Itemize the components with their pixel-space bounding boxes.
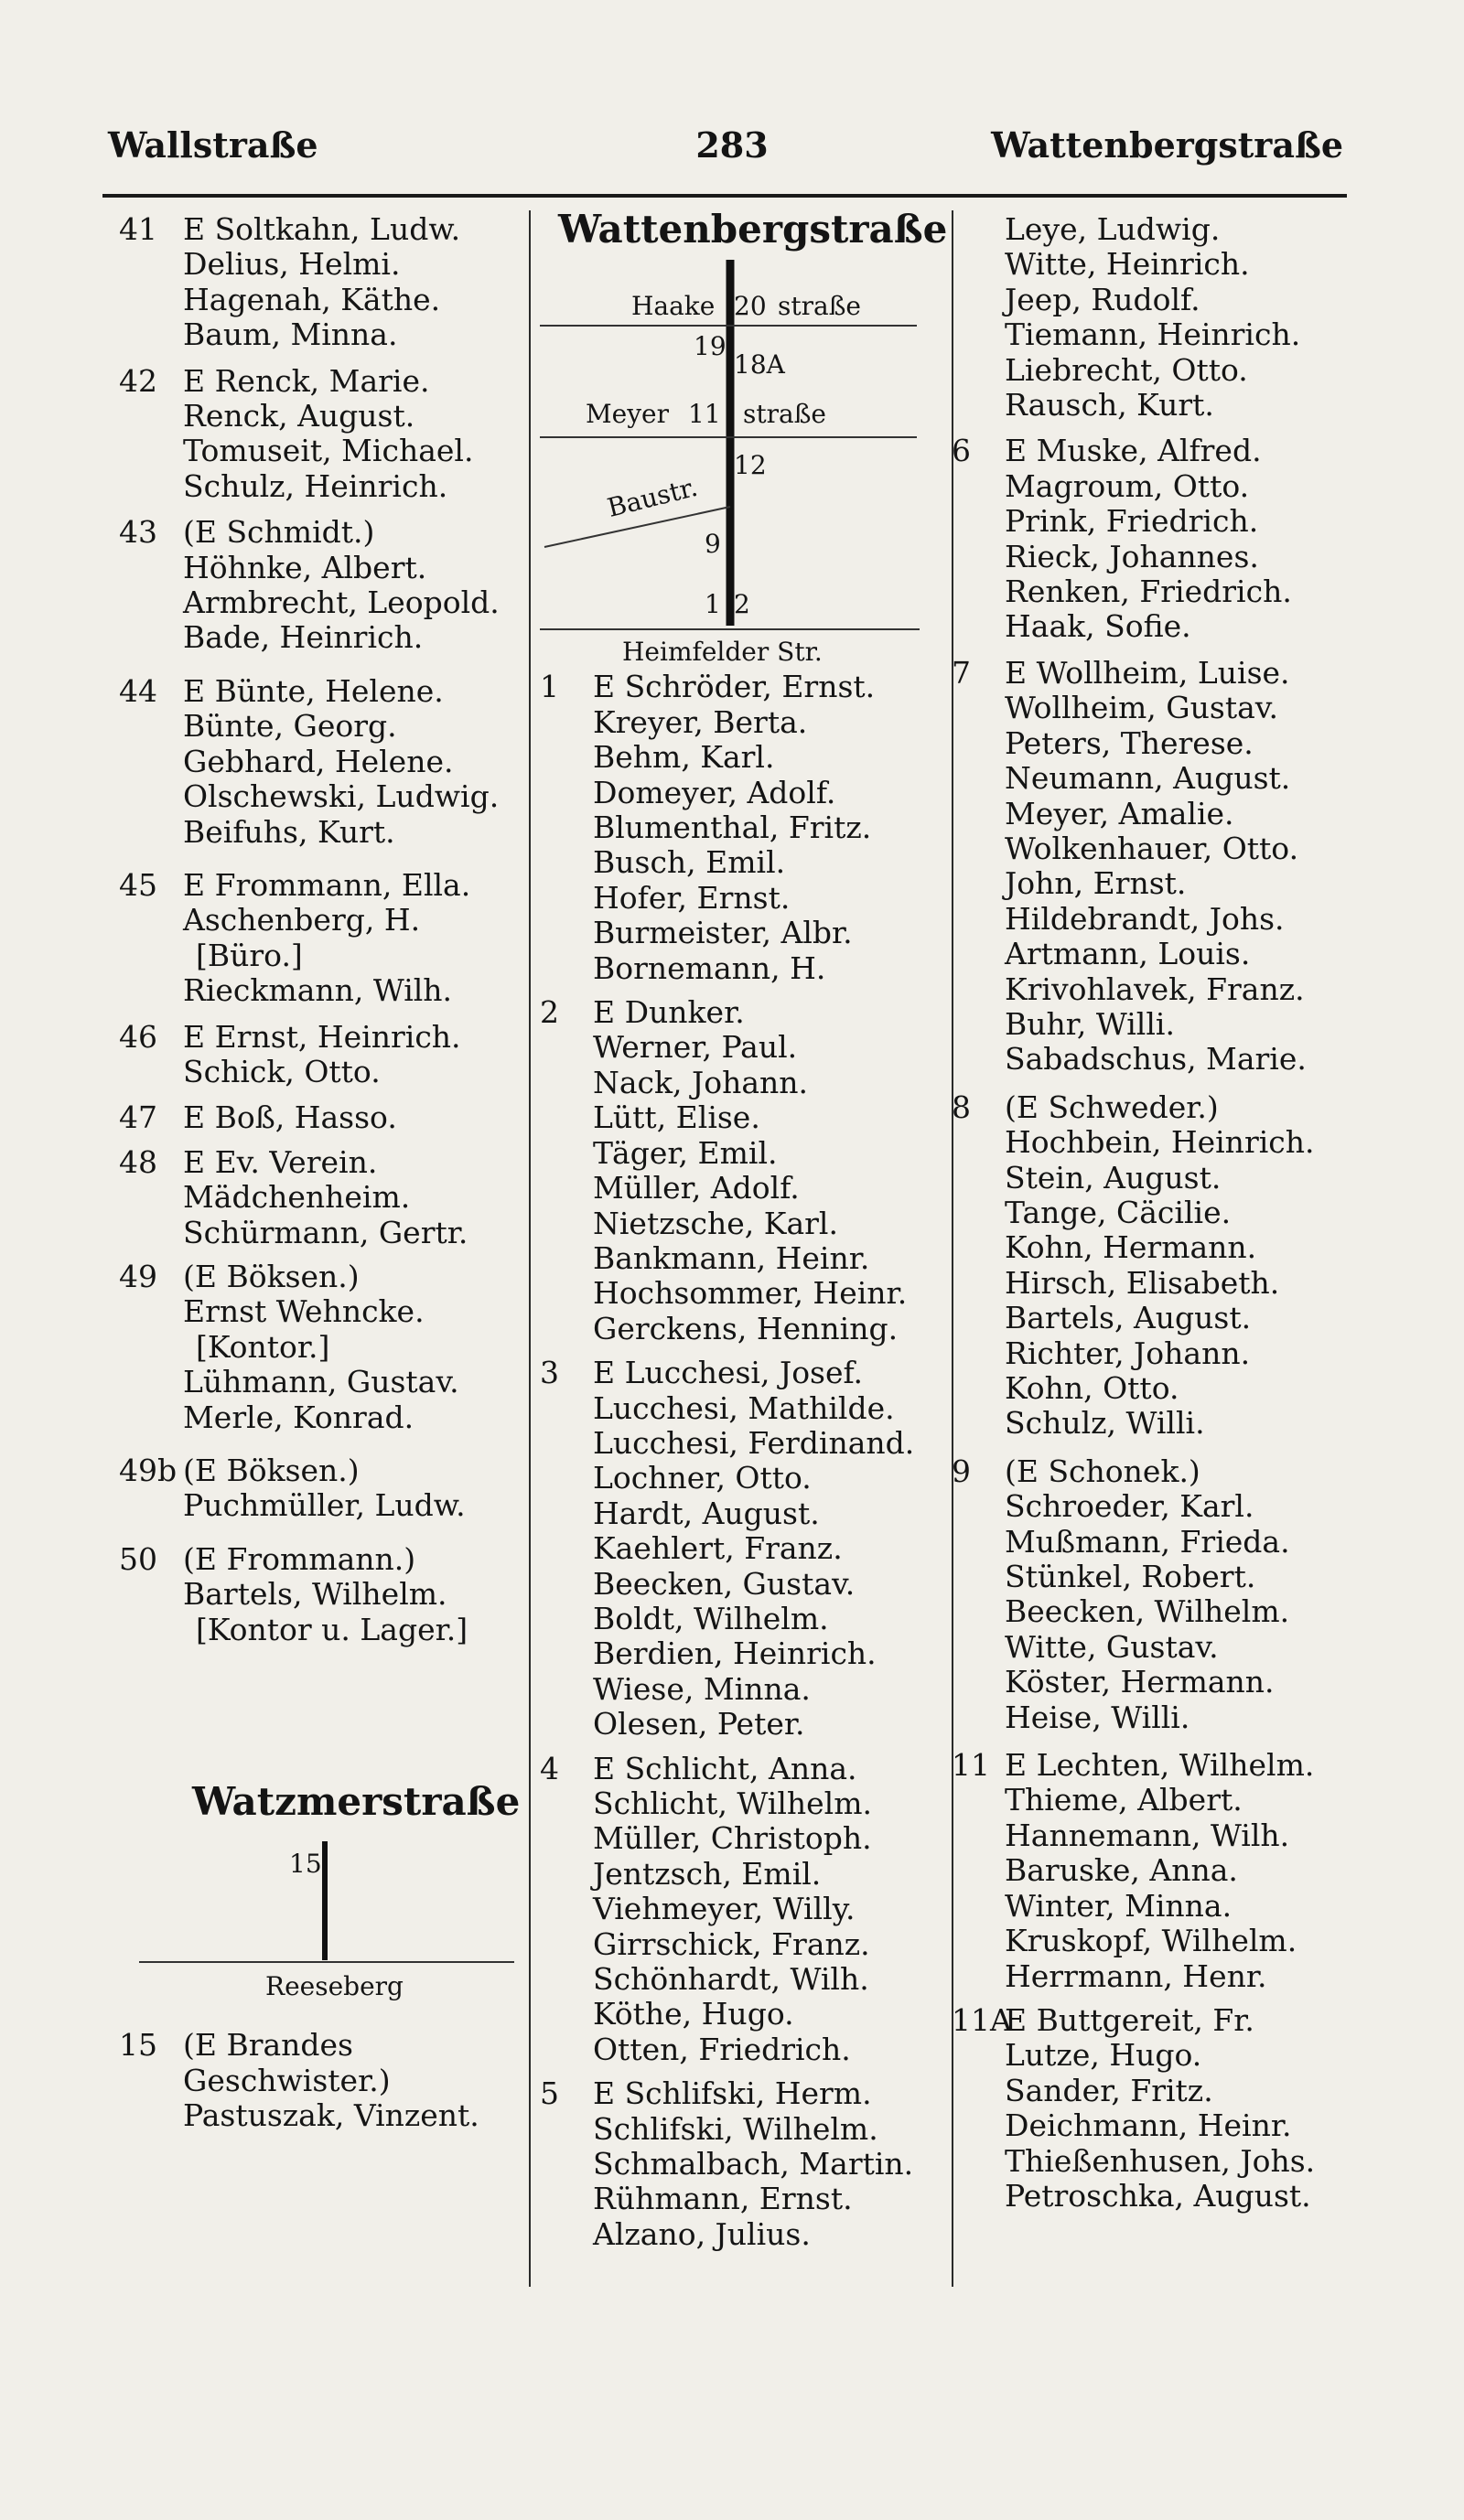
resident-line: Hagenah, Käthe.: [183, 281, 441, 317]
resident-line: Stein, August.: [1005, 1159, 1222, 1196]
list-entry: [119, 1100, 526, 1135]
column-divider: [529, 210, 531, 2287]
house-number: 6: [952, 433, 971, 469]
resident-line: Beecken, Wilhelm.: [1005, 1593, 1290, 1630]
resident-line: Meyer, Amalie.: [1005, 795, 1234, 831]
resident-line: Neumann, August.: [1005, 760, 1291, 797]
diagram-label: 2: [734, 589, 750, 620]
resident-line: Hannemann, Wilh.: [1005, 1817, 1290, 1853]
resident-line: Hardt, August.: [593, 1495, 820, 1531]
resident-line: Haak, Sofie.: [1005, 608, 1191, 645]
resident-line: (E Böksen.): [183, 1453, 360, 1488]
resident-line: Bankmann, Heinr.: [593, 1239, 870, 1276]
resident-line: Heise, Willi.: [1005, 1699, 1190, 1735]
resident-line: Boldt, Wilhelm.: [593, 1600, 829, 1636]
resident-line: Rieckmann, Wilh.: [183, 972, 453, 1009]
list-entry: [952, 1090, 1359, 1442]
house-number: 7: [952, 654, 971, 691]
diagram-label: 9: [705, 529, 721, 560]
resident-line: Kohn, Otto.: [1005, 1370, 1179, 1406]
resident-list: [183, 2028, 526, 2133]
resident-list: [1005, 2003, 1359, 2214]
resident-list: [183, 1542, 526, 1647]
resident-list: [1005, 1454, 1359, 1735]
resident-line: Busch, Emil.: [593, 844, 786, 881]
resident-line: Alzano, Julius.: [593, 2215, 811, 2252]
resident-line: E Schlicht, Anna.: [593, 1750, 857, 1786]
resident-line: Krivohlavek, Franz.: [1005, 970, 1305, 1007]
resident-line: Tange, Cäcilie.: [1005, 1194, 1232, 1230]
column-3: [952, 212, 1359, 2214]
resident-line: Rühmann, Ernst.: [593, 2181, 853, 2217]
resident-line: Girrschick, Franz.: [593, 1925, 870, 1962]
resident-line: Berdien, Heinrich.: [593, 1635, 877, 1672]
diagram-cross-street: Reeseberg: [265, 1971, 404, 2002]
resident-line: Schulz, Heinrich.: [183, 467, 448, 504]
resident-line: [Kontor u. Lager.]: [196, 1611, 468, 1647]
house-number: 49b: [119, 1453, 178, 1488]
resident-line: Kruskopf, Wilhelm.: [1005, 1923, 1297, 1959]
resident-line: Ernst Wehncke.: [183, 1293, 425, 1330]
diagram-label: 18A: [734, 349, 785, 381]
list-entry: [119, 212, 526, 353]
resident-line: Rieck, Johannes.: [1005, 538, 1259, 574]
resident-line: Wiese, Minna.: [593, 1670, 811, 1707]
section-title-watzmerstrasse: Watzmerstraße: [192, 1779, 521, 1825]
list-entry: [119, 674, 526, 850]
resident-list: [1005, 434, 1359, 644]
resident-line: Hochbein, Heinrich.: [1005, 1124, 1315, 1161]
resident-list: [593, 1752, 961, 2068]
resident-line: Renck, August.: [183, 398, 415, 434]
resident-line: Sabadschus, Marie.: [1005, 1041, 1307, 1078]
resident-line: Kaehlert, Franz.: [593, 1530, 843, 1567]
house-number: 1: [540, 669, 559, 705]
resident-list: [593, 2076, 961, 2252]
resident-line: Lucchesi, Mathilde.: [593, 1389, 895, 1426]
resident-line: Bünte, Georg.: [183, 708, 397, 745]
resident-line: Beecken, Gustav.: [593, 1565, 856, 1602]
resident-line: Renken, Friedrich.: [1005, 574, 1292, 610]
resident-line: Schroeder, Karl.: [1005, 1488, 1254, 1525]
resident-line: E Ernst, Heinrich.: [183, 1018, 461, 1055]
resident-line: Buhr, Willi.: [1005, 1005, 1175, 1042]
resident-line: Sander, Fritz.: [1005, 2072, 1213, 2108]
resident-list: [183, 1145, 526, 1250]
resident-line: Schlicht, Wilhelm.: [593, 1785, 872, 1821]
resident-list: [183, 1100, 526, 1135]
diagram-label: 19: [694, 331, 727, 362]
list-entry: [119, 1020, 526, 1090]
resident-line: Domeyer, Adolf.: [593, 774, 836, 810]
resident-line: Baruske, Anna.: [1005, 1852, 1238, 1889]
diagram-label: Meyer: [586, 399, 670, 430]
resident-line: Müller, Adolf.: [593, 1170, 800, 1206]
column-2-entries: [540, 670, 961, 2252]
resident-line: Schürmann, Gertr.: [183, 1214, 468, 1250]
resident-line: Schulz, Willi.: [1005, 1405, 1205, 1442]
resident-line: Lucchesi, Ferdinand.: [593, 1424, 915, 1461]
spacer: [119, 1647, 526, 1785]
column-3-continuation: [1005, 212, 1359, 423]
resident-line: E Bünte, Helene.: [183, 672, 444, 709]
resident-line: Gebhard, Helene.: [183, 743, 454, 779]
house-number: 45: [119, 866, 157, 903]
resident-line: Werner, Paul.: [593, 1029, 798, 1066]
resident-line: Aschenberg, H.: [183, 902, 421, 938]
list-entry: [119, 868, 526, 1009]
diagram-house-number: 15: [289, 1849, 322, 1880]
list-entry: [540, 995, 961, 1346]
house-number: 50: [119, 1540, 157, 1577]
resident-line: Delius, Helmi.: [183, 246, 401, 283]
resident-list: [183, 364, 526, 505]
resident-line: Schönhardt, Wilh.: [593, 1961, 869, 1998]
resident-list: [183, 212, 526, 353]
resident-line: Leye, Ludwig.: [1005, 211, 1221, 247]
list-entry: [952, 1454, 1359, 1735]
street-diagram-watzmer: [119, 1832, 526, 2002]
resident-line: Thieme, Albert.: [1005, 1782, 1243, 1818]
house-number: 49: [119, 1258, 157, 1294]
resident-list: [1005, 1748, 1359, 1994]
list-entry: [119, 515, 526, 656]
resident-line: Bartels, August.: [1005, 1300, 1252, 1336]
header-rule: [102, 194, 1347, 198]
resident-line: (E Schweder.): [1005, 1088, 1219, 1125]
resident-list: [183, 1453, 526, 1524]
diagram-label: 12: [734, 450, 767, 481]
resident-line: Wollheim, Gustav.: [1005, 690, 1278, 726]
resident-line: E Muske, Alfred.: [1005, 433, 1262, 469]
resident-line: Schmalbach, Martin.: [593, 2146, 914, 2182]
resident-line: Nack, Johann.: [593, 1064, 809, 1100]
resident-line: Merle, Konrad.: [183, 1399, 414, 1435]
resident-list: [183, 515, 526, 656]
resident-list: [1005, 1090, 1359, 1442]
resident-list: [183, 1020, 526, 1090]
list-entry: [952, 434, 1359, 644]
diagram-label: Heimfelder Str.: [622, 637, 823, 668]
list-entry: [119, 1145, 526, 1250]
resident-list: [593, 995, 961, 1346]
resident-line: E Lucchesi, Josef.: [593, 1355, 864, 1391]
resident-line: Pastuszak, Vinzent.: [183, 2097, 479, 2134]
resident-line: John, Ernst.: [1005, 865, 1187, 902]
resident-line: Kreyer, Berta.: [593, 703, 808, 740]
resident-line: Peters, Therese.: [1005, 724, 1254, 761]
resident-line: Jentzsch, Emil.: [593, 1855, 822, 1892]
resident-line: Puchmüller, Ludw.: [183, 1487, 466, 1524]
resident-line: E Boß, Hasso.: [183, 1099, 397, 1136]
diagram-label: Baustr.: [604, 472, 701, 524]
resident-list: [593, 670, 961, 986]
column-1-section2-entries: [119, 2028, 526, 2133]
diagram-label: straße: [743, 399, 826, 430]
resident-list: [593, 1356, 961, 1742]
diagram-label: straße: [778, 291, 861, 322]
resident-line: Mädchenheim.: [183, 1179, 411, 1216]
resident-line: E Wollheim, Luise.: [1005, 654, 1290, 691]
resident-line: Petroschka, August.: [1005, 2177, 1311, 2214]
resident-line: Winter, Minna.: [1005, 1887, 1233, 1924]
resident-line: Täger, Emil.: [593, 1134, 778, 1171]
resident-line: E Dunker.: [593, 994, 745, 1031]
resident-line: Lutze, Hugo.: [1005, 2037, 1202, 2074]
resident-line: Kohn, Hermann.: [1005, 1229, 1257, 1266]
house-number: 44: [119, 672, 157, 709]
house-number: 47: [119, 1099, 157, 1136]
resident-line: E Lechten, Wilhelm.: [1005, 1747, 1315, 1784]
resident-line: Richter, Johann.: [1005, 1335, 1251, 1371]
resident-line: Hildebrandt, Johs.: [1005, 900, 1285, 937]
resident-line: Müller, Christoph.: [593, 1820, 872, 1857]
house-number: 11A: [952, 2001, 1012, 2038]
resident-line: Witte, Gustav.: [1005, 1628, 1219, 1665]
street-diagram-wattenberg: [540, 252, 961, 668]
resident-line: (E Schmidt.): [183, 514, 375, 551]
resident-line: Tomuseit, Michael.: [183, 433, 474, 469]
resident-line: Höhnke, Albert.: [183, 549, 427, 585]
resident-line: [Kontor.]: [196, 1328, 330, 1365]
resident-line: Jeep, Rudolf.: [1005, 281, 1200, 317]
list-entry: [540, 1752, 961, 2068]
column-2: [540, 207, 961, 2252]
column-1-entries: [119, 212, 526, 1647]
resident-line: Baum, Minna.: [183, 316, 398, 353]
resident-line: (E Schonek.): [1005, 1453, 1200, 1489]
list-entry: [952, 1748, 1359, 1994]
diagram-label: 20: [734, 291, 767, 322]
section-title-wattenbergstrasse: Wattenbergstraße: [558, 207, 948, 252]
list-entry: [119, 1260, 526, 1435]
resident-line: Armbrecht, Leopold.: [183, 584, 500, 621]
house-number: 4: [540, 1750, 559, 1786]
resident-line: Olesen, Peter.: [593, 1706, 805, 1743]
resident-line: Lühmann, Gustav.: [183, 1364, 459, 1400]
house-number: 43: [119, 514, 157, 551]
house-number: 41: [119, 211, 157, 247]
resident-list: [183, 1260, 526, 1435]
house-number: 46: [119, 1018, 157, 1055]
page-number: 283: [695, 124, 769, 166]
resident-line: Bornemann, H.: [593, 949, 826, 986]
column-1: [119, 212, 526, 2134]
resident-line: Herrmann, Henr.: [1005, 1957, 1267, 1994]
resident-line: Behm, Karl.: [593, 739, 775, 776]
resident-list: [183, 674, 526, 850]
resident-line: E Frommann, Ella.: [183, 866, 471, 903]
resident-line: Tiemann, Heinrich.: [1005, 316, 1301, 353]
list-entry: [119, 2028, 526, 2133]
resident-line: Hochsommer, Heinr.: [593, 1275, 908, 1312]
house-number: 8: [952, 1088, 971, 1125]
list-entry: [540, 2076, 961, 2252]
resident-line: Magroum, Otto.: [1005, 467, 1250, 504]
house-number: 5: [540, 2075, 559, 2112]
column-3-entries: [952, 434, 1359, 2214]
resident-line: (E Frommann.): [183, 1540, 416, 1577]
diagram-label: 1: [705, 589, 721, 620]
resident-line: E Schlifski, Herm.: [593, 2075, 872, 2112]
resident-line: Schick, Otto.: [183, 1053, 381, 1089]
resident-line: Geschwister.): [183, 2062, 391, 2098]
list-entry: [540, 670, 961, 986]
resident-line: Blumenthal, Fritz.: [593, 810, 872, 846]
list-entry: [119, 1453, 526, 1524]
resident-line: Artmann, Louis.: [1005, 936, 1251, 972]
resident-line: Stünkel, Robert.: [1005, 1559, 1256, 1595]
resident-line: E Soltkahn, Ludw.: [183, 211, 461, 247]
list-entry: [119, 364, 526, 505]
resident-line: Beifuhs, Kurt.: [183, 813, 395, 850]
diagram-label: 11: [688, 399, 721, 430]
house-number: 2: [540, 994, 559, 1031]
resident-line: (E Brandes: [183, 2027, 353, 2064]
resident-line: Otten, Friedrich.: [593, 2031, 851, 2067]
resident-line: Prink, Friedrich.: [1005, 503, 1259, 540]
resident-line: Lütt, Elise.: [593, 1099, 760, 1136]
resident-line: Lochner, Otto.: [593, 1460, 812, 1496]
resident-line: Thießenhusen, Johs.: [1005, 2142, 1316, 2179]
resident-line: Wolkenhauer, Otto.: [1005, 830, 1299, 866]
resident-line: Witte, Heinrich.: [1005, 246, 1250, 283]
house-number: 9: [952, 1453, 971, 1489]
resident-line: E Buttgereit, Fr.: [1005, 2001, 1254, 2038]
house-number: 15: [119, 2027, 157, 2064]
header-right-street: Wattenbergstraße: [991, 124, 1343, 166]
resident-line: [Büro.]: [196, 937, 303, 973]
resident-list: [183, 868, 526, 1009]
resident-line: Rausch, Kurt.: [1005, 387, 1214, 424]
resident-line: (E Böksen.): [183, 1258, 360, 1294]
resident-line: E Renck, Marie.: [183, 362, 430, 399]
resident-line: Hirsch, Elisabeth.: [1005, 1264, 1280, 1301]
diagram-label: Haake: [631, 291, 716, 322]
house-number: 11: [952, 1747, 990, 1784]
house-number: 42: [119, 362, 157, 399]
resident-line: Mußmann, Frieda.: [1005, 1523, 1290, 1560]
resident-line: Köthe, Hugo.: [593, 1996, 794, 2032]
resident-line: E Schröder, Ernst.: [593, 669, 876, 705]
list-entry: [952, 656, 1359, 1078]
resident-line: Köster, Hermann.: [1005, 1664, 1275, 1700]
resident-line: Deichmann, Heinr.: [1005, 2107, 1292, 2144]
resident-line: Bade, Heinrich.: [183, 619, 424, 656]
resident-line: Hofer, Ernst.: [593, 879, 791, 916]
list-entry: [540, 1356, 961, 1742]
resident-line: E Ev. Verein.: [183, 1143, 378, 1180]
resident-line: Burmeister, Albr.: [593, 915, 853, 951]
resident-line: Schlifski, Wilhelm.: [593, 2110, 878, 2147]
house-number: 48: [119, 1143, 157, 1180]
resident-line: Viehmeyer, Willy.: [593, 1891, 856, 1927]
header-left-street: Wallstraße: [108, 124, 318, 166]
resident-line: Liebrecht, Otto.: [1005, 351, 1248, 388]
list-entry: [952, 2003, 1359, 2214]
resident-line: Olschewski, Ludwig.: [183, 778, 500, 815]
list-entry: [119, 1542, 526, 1647]
resident-line: Gerckens, Henning.: [593, 1310, 899, 1346]
resident-line: Nietzsche, Karl.: [593, 1205, 838, 1241]
resident-line: Bartels, Wilhelm.: [183, 1576, 447, 1613]
resident-list: [1005, 656, 1359, 1078]
house-number: 3: [540, 1355, 559, 1391]
